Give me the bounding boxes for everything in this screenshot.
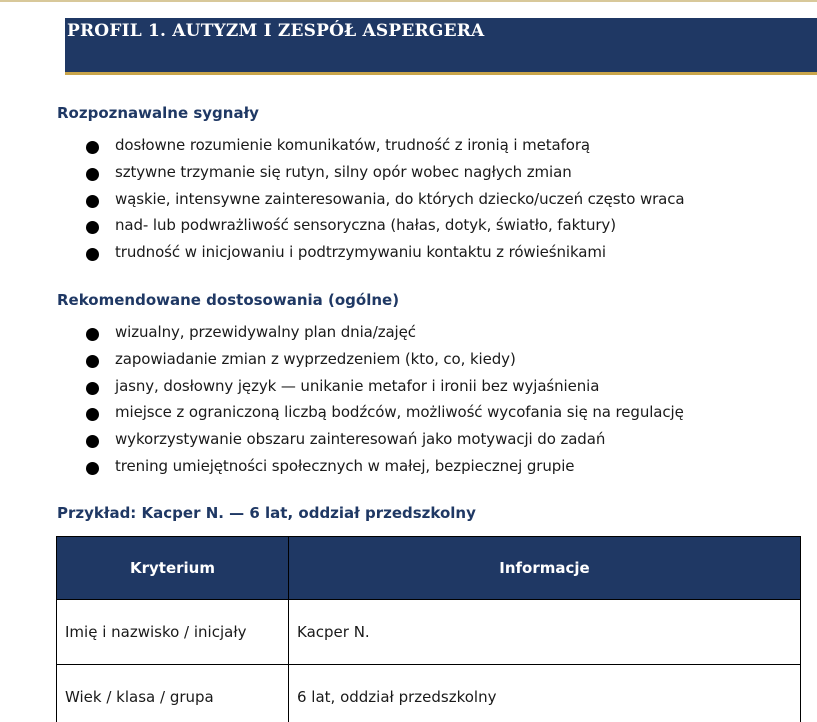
signals-heading: Rozpoznawalne sygnały — [57, 104, 259, 122]
bullet-icon — [86, 355, 99, 368]
bullet-icon — [86, 195, 99, 208]
table-cell-information: Kacper N. — [289, 600, 801, 665]
list-item-text: dosłowne rozumienie komunikatów, trudność z ironią i metaforą — [115, 136, 591, 154]
list-item-text: trening umiejętności społecznych w małej, bezpiecznej grupie — [115, 456, 575, 475]
list-item-text: miejsce z ograniczoną liczbą bodźców, możliwość wycofania się na regulację — [115, 403, 684, 422]
list-item-text: wąskie, intensywne zainteresowania, do których dziecko/uczeń często wraca — [115, 189, 685, 208]
bullet-icon — [86, 435, 99, 448]
top-rule — [0, 0, 817, 2]
profile-header-band — [65, 18, 817, 75]
table-cell-criterion: Wiek / klasa / grupa — [57, 665, 289, 722]
bullet-icon — [86, 408, 99, 421]
profile-title: PROFIL 1. AUTYZM I ZESPÓŁ ASPERGERA — [67, 21, 485, 41]
table-row — [57, 665, 801, 722]
list-item-text: jasny, dosłowny język — unikanie metafor i ironii bez wyjaśnienia — [115, 376, 600, 395]
example-heading: Przykład: Kacper N. — 6 lat, oddział przedszkolny — [57, 504, 476, 522]
bullet-icon — [86, 382, 99, 395]
list-item-text: nad- lub podwrażliwość sensoryczna (hałas, dotyk, światło, faktury) — [115, 216, 616, 235]
list-item-text: zapowiadanie zmian z wyprzedzeniem (kto, co, kiedy) — [115, 349, 516, 368]
bullet-icon — [86, 168, 99, 181]
list-item-text: sztywne trzymanie się rutyn, silny opór wobec nagłych zmian — [115, 162, 572, 181]
table-cell-information: 6 lat, oddział przedszkolny — [289, 665, 801, 722]
bullet-icon — [86, 462, 99, 475]
adjustments-heading: Rekomendowane dostosowania (ogólne) — [57, 291, 400, 309]
column-header-criterion: Kryterium — [57, 537, 289, 600]
bullet-icon — [86, 221, 99, 234]
bullet-icon — [86, 248, 99, 261]
list-item-text: trudność w inicjowaniu i podtrzymywaniu kontaktu z rówieśnikami — [115, 243, 606, 262]
list-item-text: wizualny, przewidywalny plan dnia/zajęć — [115, 323, 416, 341]
bullet-icon — [86, 141, 99, 154]
column-header-information: Informacje — [289, 537, 801, 600]
example-info-table — [56, 536, 801, 722]
bullet-icon — [86, 328, 99, 341]
table-header-row — [57, 537, 801, 600]
list-item-text: wykorzystywanie obszaru zainteresowań jako motywacji do zadań — [115, 430, 606, 449]
table-row — [57, 600, 801, 665]
table-cell-criterion: Imię i nazwisko / inicjały — [57, 600, 289, 665]
